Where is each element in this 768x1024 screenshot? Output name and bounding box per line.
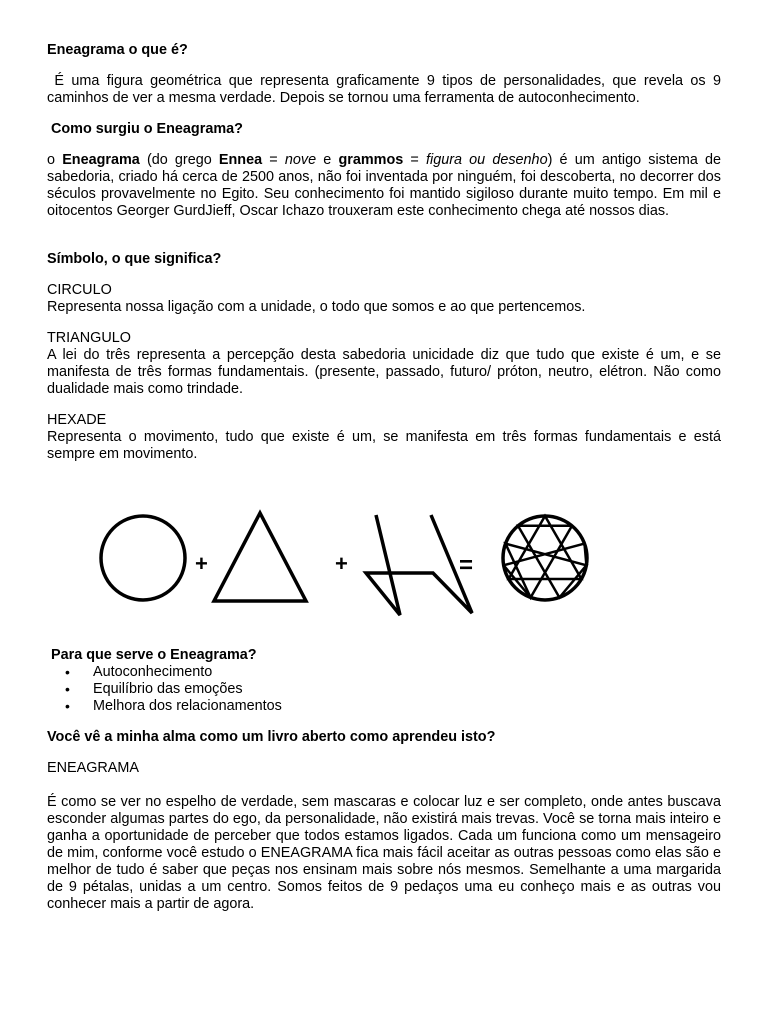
list-item-label: Equilíbrio das emoções (93, 681, 243, 697)
list-item (47, 681, 721, 698)
origin-figura: figura ou desenho (426, 152, 548, 168)
equals-sign: = (459, 552, 474, 579)
enneagram-symbol-figure (47, 493, 721, 623)
origin-rest: ) é um antigo sistema de sabedoria, criado há cerca de 2500 anos, não foi inventada por ninguém, foi descoberta, no decorrer dos séculos provavelmente no Egito. Seu conhecimento foi mantido sigiloso durante muito tempo. Em mil e oitocentos Georger GurdJieff, Oscar Ichazo trouxeram este conhecimento chega até nossos dias. (47, 152, 722, 219)
circle-shape (101, 516, 185, 600)
origin-ennea: Ennea (218, 152, 263, 168)
symbol-hexade-text: Representa o movimento, tudo que existe é um, se manifesta em três formas fundamentais e está sempre em movimento. (47, 429, 721, 462)
origin-nove: nove (284, 152, 317, 168)
purpose-heading: Para que serve o Eneagrama? (47, 647, 257, 663)
document-page (47, 42, 726, 913)
enneagram-shape (503, 516, 587, 600)
origin-grammos: grammos (338, 152, 404, 168)
intro-paragraph: É uma figura geométrica que representa graficamente 9 tipos de personalidades, que revela os 9 caminhos de ver a mesma verdade. Depois se tornou uma ferramenta de autoconhecimento. (47, 73, 726, 106)
bullet-icon: • (65, 681, 70, 697)
list-item-label: Melhora dos relacionamentos (93, 698, 282, 714)
origin-e: e (316, 152, 339, 168)
soul-paragraph: É como se ver no espelho de verdade, sem mascaras e colocar luz e ser completo, onde antes buscava esconder algumas partes do ego, da personalidade, não existirá mais trevas. Você se torna mais inteiro e ganha a oportunidade de perceber que todos estamos ligados. Cada um funciona como um mensageiro de mim, conforme você estudo o ENEAGRAMA fica mais fácil aceitar as outras pessoas como elas são e melhor de tudo é saber que peças nos ensinam mais sobre nós mesmos. Semelhante a uma margarida de 9 pétalas, unidas a um centro. Somos feitos de 9 pedaços uma eu conheço mais e as outras vou conhecer mais a partir de agora. (47, 794, 721, 912)
symbol-circulo-text: Representa nossa ligação com a unidade, o todo que somos e ao que pertencemos. (47, 299, 586, 315)
origin-heading: Como surgiu o Eneagrama? (51, 121, 243, 137)
page-title: Eneagrama o que é? (47, 42, 188, 58)
origin-do-grego: (do grego (139, 152, 219, 168)
bullet-icon: • (65, 698, 70, 714)
triangle-shape (214, 513, 306, 601)
origin-eq2: = (403, 152, 426, 168)
origin-paragraph (47, 152, 721, 220)
origin-eneagrama: Eneagrama (62, 152, 140, 168)
symbol-triangulo-name: TRIANGULO (47, 330, 131, 346)
origin-eq1: = (262, 152, 285, 168)
purpose-list (47, 664, 721, 715)
origin-o: o (47, 152, 63, 168)
symbol-circulo-name: CIRCULO (47, 282, 112, 298)
symbol-hexade-name: HEXADE (47, 412, 107, 428)
list-item-label: Autoconhecimento (93, 664, 213, 680)
soul-heading: Você vê a minha alma como um livro aberto como aprendeu isto? (47, 729, 496, 745)
list-item (47, 698, 721, 715)
soul-label: ENEAGRAMA (47, 760, 139, 776)
enneagram-equation-illustration (95, 493, 695, 623)
plus-sign-2: + (335, 551, 348, 576)
hexad-shape (366, 515, 472, 615)
bullet-icon: • (65, 664, 70, 680)
symbol-heading: Símbolo, o que significa? (47, 251, 222, 267)
symbol-triangulo-text: A lei do três representa a percepção desta sabedoria unicidade diz que tudo que existe é um, e se manifesta de três formas fundamentais. (presente, passado, futuro/ próton, neutro, elétron. Não como dualidade mais como trindade. (47, 347, 721, 397)
list-item (47, 664, 721, 681)
plus-sign-1: + (195, 551, 208, 576)
